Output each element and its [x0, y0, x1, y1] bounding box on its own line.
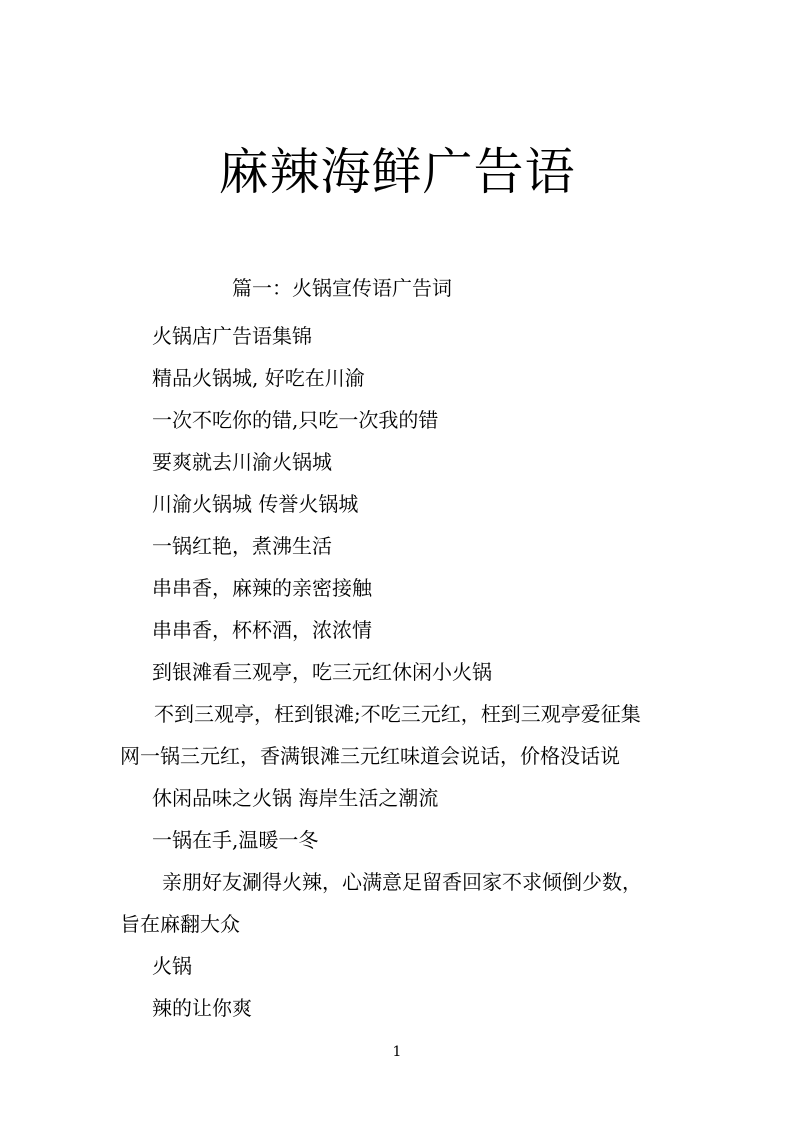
- document-title: 麻辣海鲜广告语: [218, 143, 576, 201]
- text-lines: [120, 315, 680, 1029]
- text-line: 网一锅三元红，香满银滩三元红味道会说话，价格没话说: [120, 744, 620, 768]
- text-line: 一锅红艳，煮沸生活: [152, 534, 332, 558]
- text-line: 精品火锅城, 好吃在川渝: [152, 366, 365, 390]
- text-line: 串串香，麻辣的亲密接触: [152, 576, 372, 600]
- text-line: 火锅: [152, 954, 192, 978]
- text-line: 辣的让你爽: [152, 996, 252, 1020]
- text-line: 川渝火锅城 传誉火锅城: [152, 492, 359, 516]
- text-line: 一次不吃你的错,只吃一次我的错: [152, 408, 439, 432]
- text-line: 不到三观亭，枉到银滩;不吃三元红，枉到三观亭爱征集: [154, 702, 641, 726]
- text-line: 亲朋好友涮得火辣，心满意足留香回家不求倾倒少数，: [162, 870, 642, 894]
- section-heading: 篇一：火锅宣传语广告词: [232, 276, 452, 300]
- page-number: 1: [392, 1044, 402, 1060]
- text-line: 要爽就去川渝火锅城: [152, 450, 332, 474]
- text-line: 串串香，杯杯酒，浓浓情: [152, 618, 372, 642]
- text-line: 一锅在手,温暖一冬: [152, 828, 319, 852]
- text-line: 休闲品味之火锅 海岸生活之潮流: [152, 786, 439, 810]
- text-line: 到银滩看三观亭，吃三元红休闲小火锅: [152, 660, 492, 684]
- text-line: 旨在麻翻大众: [120, 912, 240, 936]
- text-line: 火锅店广告语集锦: [152, 324, 312, 348]
